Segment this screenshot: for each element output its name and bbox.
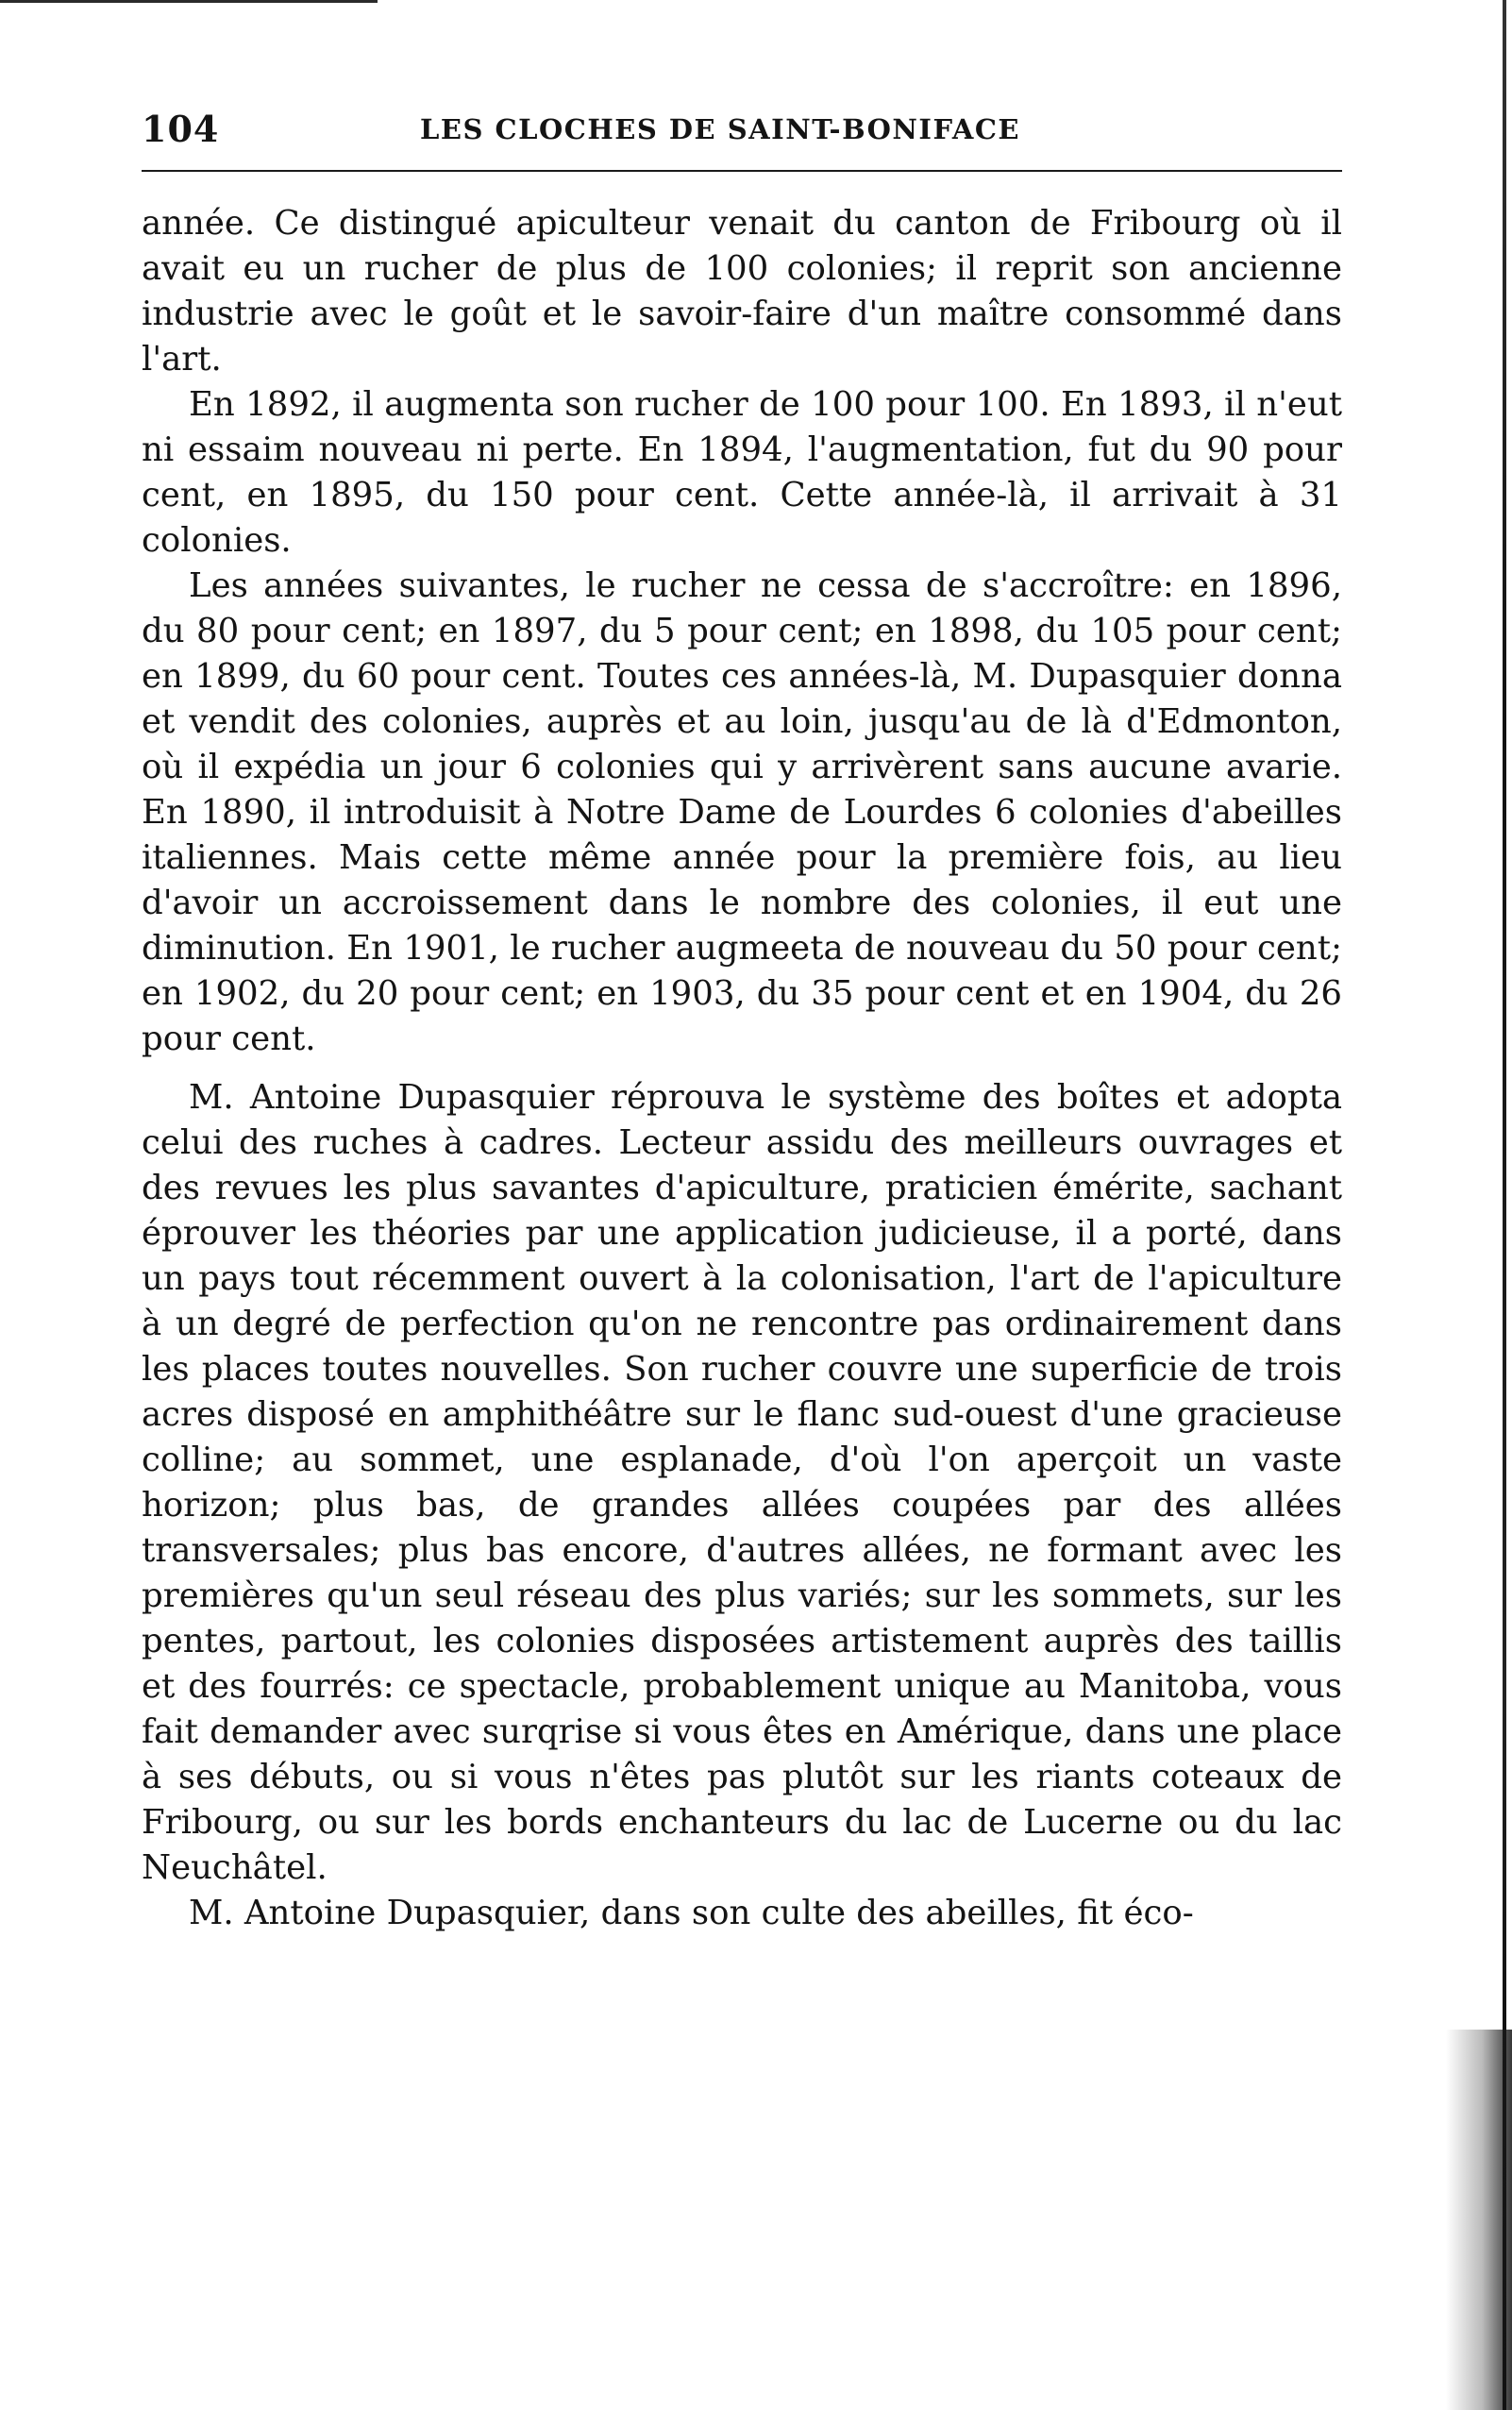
body-text [142,201,1342,1936]
page-edge-shadow [1446,2030,1512,2410]
running-title: LES CLOCHES DE SAINT-BONIFACE [420,113,1021,145]
paragraph-annees-suivantes: Les années suivantes, le rucher ne cessa de s'accroître: en 1896, du 80 pour cent; en 1897, du 5 pour cent; en 1898, du 105 pour cent; en 1899, du 60 pour cent. Toutes ces années-là, M. Dupasquier donna et vendit des colonies, auprès et au loin, jusqu'au de là d'Edmonton, où il expédia un jour 6 colonies qui y arrivèrent sans aucune avarie. En 1890, il introduisit à Notre Dame de Lourdes 6 colonies d'abeilles italiennes. Mais cette même année pour la première fois, au lieu d'avoir un accroissement dans le nombre des colonies, il eut une diminution. En 1901, le rucher augmeeta de nouveau du 50 pour cent; en 1902, du 20 pour cent; en 1903, du 35 pour cent et en 1904, du 26 pour cent. [142,566,1342,1058]
paragraph-rucher-description: M. Antoine Dupasquier réprouva le système des boîtes et adopta celui des ruches à cadres. Lecteur assidu des meilleurs ouvrages et des revues les plus savantes d'apiculture, praticien émérite, sachant éprouver les théories par une application judicieuse, il a porté, dans un pays tout récemment ouvert à la colonisation, l'art de l'apiculture à un degré de perfection qu'on ne rencontre pas ordinairement dans les places toutes nouvelles. Son rucher couvre une superficie de trois acres disposé en amphithéâtre sur le flanc sud-ouest d'une gracieuse colline; au sommet, une esplanade, d'où l'on aperçoit un vaste horizon; plus bas, de grandes allées coupées par des allées transversales; plus bas encore, d'autres allées, ne formant avec les premières qu'un seul réseau des plus variés; sur les sommets, sur les pentes, partout, les colonies disposées artistement auprès des taillis et des fourrés: ce spectacle, probablement unique au Manitoba, vous fait demander avec surqrise si vous êtes en Amérique, dans une place à ses débuts, ou si vous n'êtes pas plutôt sur les riants coteaux de Fribourg, ou sur les bords enchanteurs du lac de Lucerne ou du lac Neuchâtel. [142,1078,1342,1887]
paragraph-continuation: année. Ce distingué apiculteur venait du canton de Fribourg où il avait eu un rucher de plus de 100 colonies; il reprit son ancienne industrie avec le goût et le savoir-faire d'un maître consommé dans l'art. [142,204,1342,379]
page-number: 104 [142,108,220,150]
page-header [142,108,1342,151]
paragraph-culte-abeilles: M. Antoine Dupasquier, dans son culte des abeilles, fit éco- [189,1894,1194,1932]
paragraph-1892: En 1892, il augmenta son rucher de 100 pour 100. En 1893, il n'eut ni essaim nouveau ni perte. En 1894, l'augmentation, fut du 90 pour cent, en 1895, du 150 pour cent. Cette année-là, il arrivait à 31 colonies. [142,385,1342,560]
header-rule [142,170,1342,172]
top-edge-rule [0,0,378,3]
